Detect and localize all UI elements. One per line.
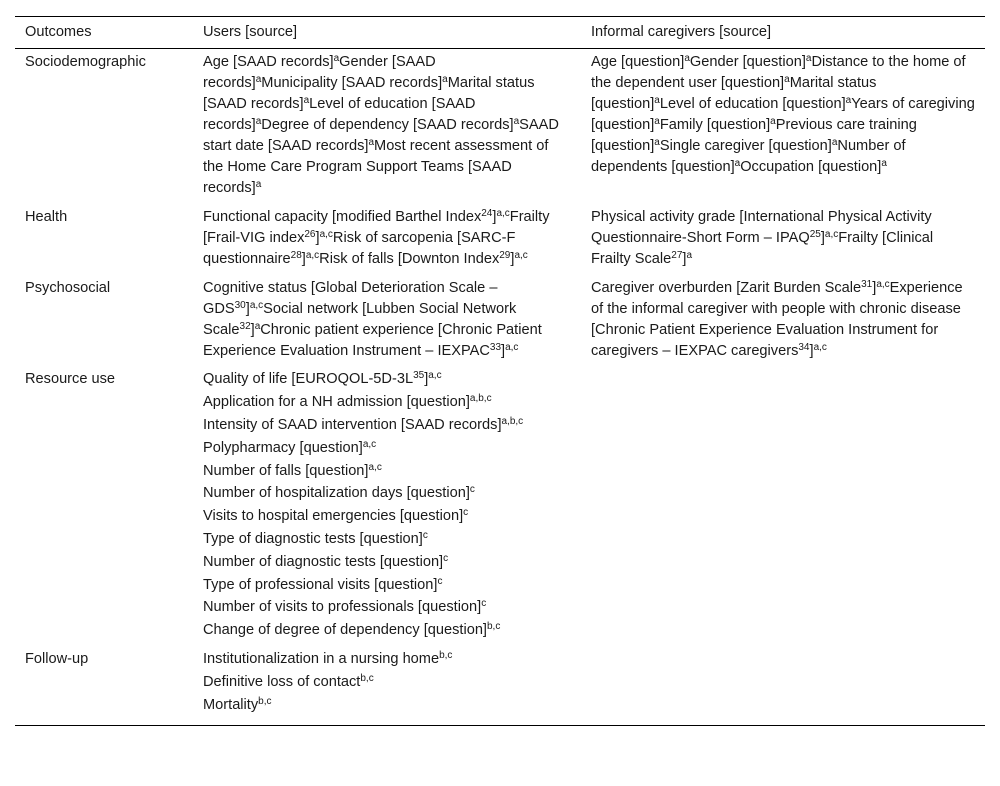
cell-item [203, 695, 571, 716]
item-text: Single caregiver [question] [659, 138, 832, 154]
item-text: ] [492, 208, 497, 225]
outcome-cell: Sociodemographic [25, 54, 146, 70]
item-footnote-marker: a,c [305, 249, 320, 261]
item-text: Chronic patient experience [Chronic Patient Experience Evaluation Instrument – IEXPAC [203, 321, 542, 359]
item-footnote-marker: a [303, 95, 310, 106]
item-text: ] [250, 321, 255, 338]
item-footnote-marker: b,c [487, 621, 501, 633]
cell-item [591, 278, 975, 362]
outcome-cell: Psychosocial [25, 279, 111, 296]
item-footnote-marker: a [654, 95, 660, 106]
item-footnote-marker: a [368, 137, 375, 148]
item-text: Marital status [question] [591, 75, 877, 112]
item-footnote-marker: a,c [496, 207, 510, 219]
table-row [15, 275, 985, 367]
cell-item [203, 529, 571, 550]
item-text: Caregiver overburden [Zarit Burden Scale [591, 279, 862, 296]
users-cell [193, 49, 581, 204]
header-users: Users [source] [193, 17, 581, 49]
item-text: Social network [Lubben Social Network Scale [203, 300, 517, 338]
item-text: Number of visits to professionals [question] [203, 599, 482, 616]
item-footnote-marker: a,c [362, 438, 377, 450]
item-text: Type of professional visits [question] [203, 576, 438, 593]
item-text: Risk of falls [Downton Index [319, 250, 500, 267]
item-footnote-marker: c [463, 507, 469, 519]
item-text: ] [510, 250, 515, 267]
item-text: Gender [SAAD records] [203, 54, 436, 91]
item-footnote-marker: a [255, 74, 262, 85]
item-text: ] [820, 229, 825, 246]
item-footnote-marker: 29 [499, 249, 511, 261]
item-text: Number of dependents [question] [591, 138, 906, 175]
item-footnote-marker: c [469, 484, 475, 496]
item-footnote-marker: a [784, 74, 790, 85]
item-text: Mortality [203, 696, 259, 713]
item-text: Quality of life [EUROQOL-5D-3L [203, 371, 414, 388]
item-text: Gender [question] [689, 54, 806, 70]
item-text: Change of degree of dependency [question] [203, 622, 487, 639]
item-text: ] [315, 229, 320, 246]
cell-item [203, 506, 571, 527]
item-footnote-marker: a [881, 158, 887, 169]
item-footnote-marker: b,c [360, 672, 374, 684]
table-header-row [15, 17, 985, 49]
item-text: Number of hospitalization days [question] [203, 485, 470, 502]
item-text: Intensity of SAAD intervention [SAAD records] [203, 416, 502, 433]
item-footnote-marker: a,c [876, 278, 890, 290]
item-footnote-marker: 24 [481, 207, 493, 219]
caregivers-cell [581, 646, 985, 726]
item-text: ] [682, 250, 687, 267]
item-text: Marital status [SAAD records] [203, 75, 535, 112]
item-footnote-marker: 25 [809, 228, 821, 240]
item-footnote-marker: 33 [489, 341, 502, 353]
item-text: Functional capacity [modified Barthel Index [203, 208, 482, 225]
item-footnote-marker: a [442, 74, 448, 85]
item-footnote-marker: a,c [428, 370, 442, 382]
item-footnote-marker: a,c [514, 249, 528, 261]
item-text: Degree of dependency [SAAD records] [261, 117, 514, 133]
item-footnote-marker: 27 [671, 249, 683, 261]
item-text: Age [SAAD records] [203, 54, 334, 70]
item-text: Distance to the home of the dependent user [question] [591, 54, 966, 91]
item-footnote-marker: 28 [290, 249, 302, 261]
item-text: Most recent assessment of the Home Care Program Support Teams [SAAD records] [203, 138, 549, 196]
item-text: Cognitive status [Global Deterioration Scale – GDS [203, 279, 498, 317]
item-footnote-marker: c [443, 552, 449, 564]
item-footnote-marker: a [770, 116, 776, 127]
item-text: Frailty [Frail-VIG index [203, 208, 550, 246]
header-caregivers: Informal caregivers [source] [581, 17, 985, 49]
item-text: ] [872, 279, 877, 296]
item-text: Definitive loss of contact [203, 673, 361, 690]
item-text: Level of education [question] [659, 96, 846, 112]
item-text: ] [301, 250, 306, 267]
item-footnote-marker: a [333, 53, 340, 64]
item-footnote-marker: c [481, 598, 487, 610]
users-cell [193, 646, 581, 726]
item-footnote-marker: a [654, 116, 660, 127]
outcome-cell: Health [25, 208, 68, 225]
item-text: Previous care training [question] [591, 117, 917, 154]
item-footnote-marker: 30 [234, 299, 246, 311]
item-footnote-marker: b,c [258, 695, 272, 707]
cell-item [203, 52, 571, 199]
item-footnote-marker: a [684, 53, 690, 64]
item-text: ] [501, 342, 506, 359]
item-footnote-marker: a [513, 116, 520, 127]
item-footnote-marker: a [805, 53, 812, 64]
item-footnote-marker: a,c [505, 341, 519, 353]
table-body [15, 49, 985, 726]
cell-item [203, 369, 571, 390]
outcome-cell: Resource use [25, 371, 116, 388]
item-text: Physical activity grade [International Physical Activity Questionnaire-Short Form – IPAQ [591, 208, 932, 246]
item-text: Frailty [Clinical Frailty Scale [591, 229, 934, 267]
table-row [15, 204, 985, 275]
item-footnote-marker: a [254, 320, 261, 332]
item-text: Type of diagnostic tests [question] [203, 530, 423, 547]
cell-item [203, 649, 571, 670]
item-footnote-marker: a,c [813, 341, 827, 353]
item-footnote-marker: c [437, 575, 443, 587]
item-footnote-marker: a,c [249, 299, 264, 311]
item-text: Visits to hospital emergencies [question] [203, 508, 464, 525]
cell-item [203, 278, 571, 362]
item-text: Age [question] [591, 54, 685, 70]
item-footnote-marker: a [831, 137, 838, 148]
table-row [15, 366, 985, 646]
item-text: Family [question] [659, 117, 771, 133]
cell-item [203, 672, 571, 693]
cell-item [203, 415, 571, 436]
item-text: ] [245, 300, 250, 317]
users-cell [193, 275, 581, 367]
item-text: ] [424, 371, 429, 388]
users-cell [193, 366, 581, 646]
cell-item [591, 207, 975, 270]
item-footnote-marker: 34 [798, 341, 810, 353]
cell-item [203, 597, 571, 618]
cell-item [591, 52, 975, 178]
table-row [15, 646, 985, 726]
caregivers-cell [581, 204, 985, 275]
item-text: Institutionalization in a nursing home [203, 650, 440, 667]
item-footnote-marker: 26 [304, 228, 316, 240]
item-footnote-marker: a [845, 95, 852, 106]
item-text: Years of caregiving [question] [591, 96, 975, 133]
item-text: Level of education [SAAD records] [203, 96, 476, 133]
item-text: Polypharmacy [question] [203, 439, 363, 456]
cell-item [203, 575, 571, 596]
users-cell [193, 204, 581, 275]
table-row [15, 49, 985, 204]
item-footnote-marker: a [734, 158, 741, 169]
item-text: Risk of sarcopenia [SARC-F questionnaire [203, 229, 516, 267]
cell-item [203, 438, 571, 459]
caregivers-cell [581, 49, 985, 204]
cell-item [203, 461, 571, 482]
cell-item [203, 207, 571, 270]
caregivers-cell [581, 275, 985, 367]
item-footnote-marker: 31 [861, 278, 873, 290]
item-footnote-marker: c [422, 529, 428, 541]
item-footnote-marker: 32 [239, 320, 251, 332]
item-text: Application for a NH admission [question] [203, 394, 470, 411]
item-footnote-marker: a,c [319, 228, 333, 240]
item-footnote-marker: a,c [824, 228, 839, 240]
item-text: Municipality [SAAD records] [261, 75, 443, 91]
item-text: SAAD start date [SAAD records] [203, 117, 559, 154]
item-text: Experience of the informal caregiver with people with chronic disease [Chronic Patient Experience Evaluation Instrument for caregivers – IEXPAC caregivers [591, 279, 963, 359]
item-footnote-marker: a [255, 116, 262, 127]
item-text: Occupation [question] [740, 159, 882, 175]
cell-item [203, 483, 571, 504]
item-footnote-marker: 35 [413, 370, 425, 382]
item-footnote-marker: a [686, 249, 693, 261]
cell-item [203, 392, 571, 413]
item-footnote-marker: a,b,c [501, 415, 524, 427]
item-footnote-marker: a [654, 137, 660, 148]
header-outcomes: Outcomes [15, 17, 193, 49]
item-footnote-marker: a,b,c [469, 393, 492, 405]
item-text: Number of falls [question] [203, 462, 369, 479]
item-footnote-marker: a [255, 179, 262, 190]
cell-item [203, 620, 571, 641]
outcome-cell: Follow-up [15, 646, 193, 726]
caregivers-cell [581, 366, 985, 646]
item-text: ] [809, 342, 814, 359]
item-text: Number of diagnostic tests [question] [203, 553, 444, 570]
cell-item [203, 552, 571, 573]
outcomes-table [15, 16, 985, 726]
item-footnote-marker: a,c [368, 461, 382, 473]
item-footnote-marker: b,c [439, 649, 453, 661]
